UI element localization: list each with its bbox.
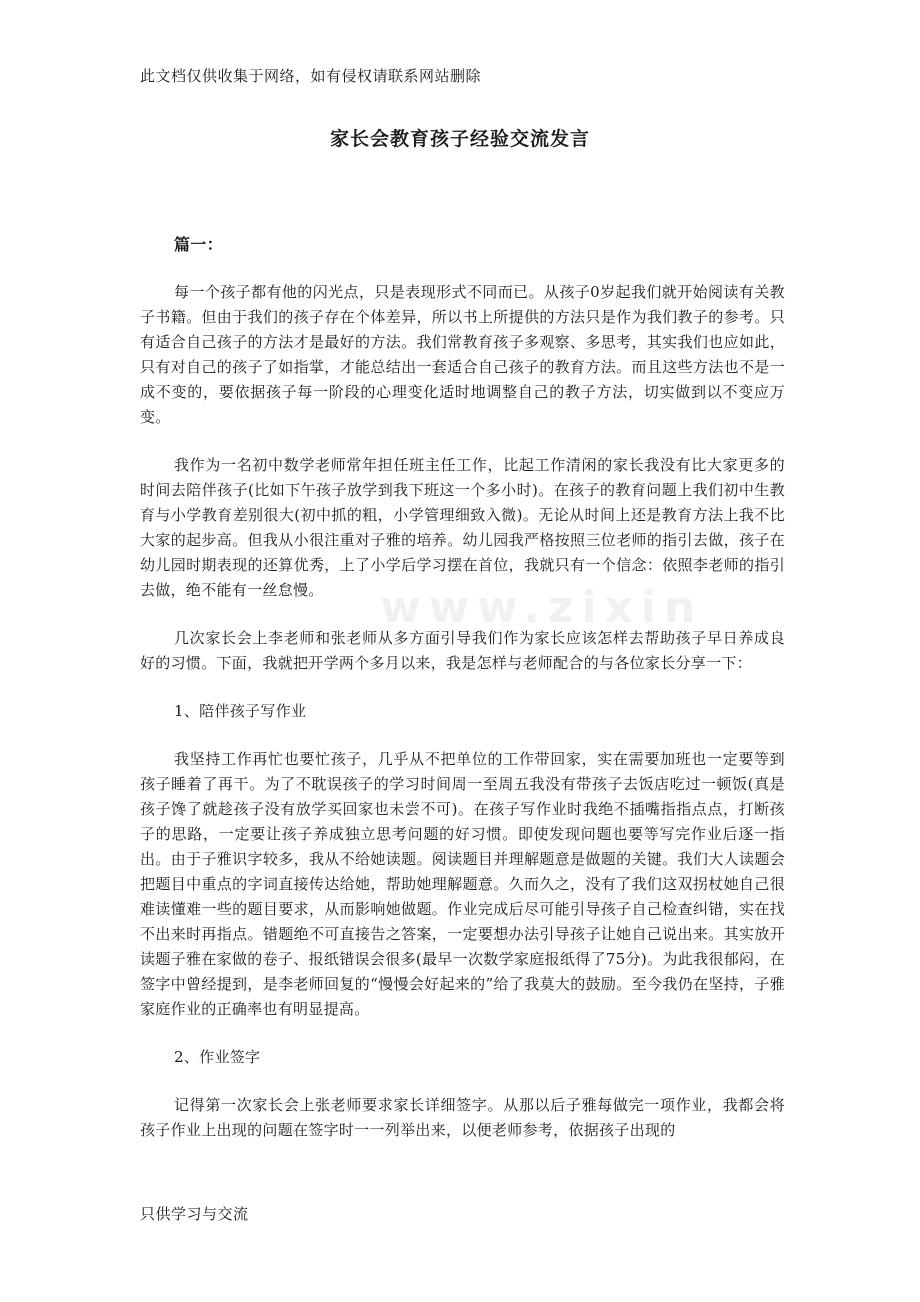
item-heading-1: 1、陪伴孩子写作业: [174, 702, 307, 720]
watermark: www.zixin: [380, 582, 704, 633]
header-disclaimer: 此文档仅供收集于网络，如有侵权请联系网站删除: [140, 67, 482, 85]
paragraph-2: 我作为一名初中数学老师常年担任班主任工作，比起工作清闲的家长我没有比大家更多的时间去陪伴孩子(比如下午孩子放学到我下班这一个多小时)。在孩子的教育问题上我们初中生教育与小学教育差别很大(初中抓的粗，小学管理细致入微)。无论从时间上还是教育方法上我不比大家的起步高。但我从小很注重对子雅的培养。幼儿园我严格按照三位老师的指引去做，孩子在幼儿园时期表现的还算优秀，上了小学后学习摆在首位，我就只有一个信念：依照李老师的指引去做，绝不能有一丝怠慢。: [140, 456, 785, 599]
item-paragraph-2: 记得第一次家长会上张老师要求家长详细签字。从那以后子雅每做完一项作业，我都会将孩子作业上出现的问题在签字时一一列举出来，以便老师参考，依据孩子出现的: [140, 1096, 785, 1139]
paragraph-3: 几次家长会上李老师和张老师从多方面引导我们作为家长应该怎样去帮助孩子早日养成良好的习惯。下面，我就把开学两个多月以来，我是怎样与老师配合的与各位家长分享一下：: [140, 629, 785, 672]
section-heading: 篇一：: [174, 235, 223, 254]
item-heading-2: 2、作业签字: [174, 1048, 261, 1066]
document-title: 家长会教育孩子经验交流发言: [329, 128, 590, 150]
item-paragraph-1: 我坚持工作再忙也要忙孩子，几乎从不把单位的工作带回家，实在需要加班也一定要等到孩子睡着了再干。为了不耽误孩子的学习时间周一至周五我没有带孩子去饭店吃过一顿饭(真是孩子馋了就趁孩子没有放学买回家也未尝不可)。在孩子写作业时我绝不插嘴指指点点，打断孩子的思路，一定要让孩子养成独立思考问题的好习惯。即使发现问题也要等写完作业后逐一指出。由于子雅识字较多，我从不给她读题。阅读题目并理解题意是做题的关键。我们大人读题会把题目中重点的字词直接传达给她，帮助她理解题意。久而久之，没有了我们这双拐杖她自己很难读懂难一些的题目要求，从而影响她做题。作业完成后尽可能引导孩子自己检查纠错，实在找不出来时再指点。错题绝不可直接告之答案，一定要想办法引导孩子让她自己说出来。其实放开读题子雅在家做的卷子、报纸错误会很多(最早一次数学家庭报纸得了75分)。为此我很郁闷，在签字中曾经提到，是李老师回复的“慢慢会好起来的”给了我莫大的鼓励。至今我仍在坚持，子雅家庭作业的正确率也有明显提高。: [140, 750, 785, 1018]
paragraph-1: 每一个孩子都有他的闪光点，只是表现形式不同而已。从孩子0岁起我们就开始阅读有关教子书籍。但由于我们的孩子存在个体差异，所以书上所提供的方法只是作为我们教子的参考。只有适合自己孩子的方法才是最好的方法。我们常教育孩子多观察、多思考，其实我们也应如此，只有对自己的孩子了如指掌，才能总结出一套适合自己孩子的教育方法。而且这些方法也不是一成不变的，要依据孩子每一阶段的心理变化适时地调整自己的教子方法，切实做到以不变应万变。: [140, 283, 785, 426]
footer-disclaimer: 只供学习与交流: [140, 1205, 249, 1223]
document-body: [140, 232, 785, 1166]
